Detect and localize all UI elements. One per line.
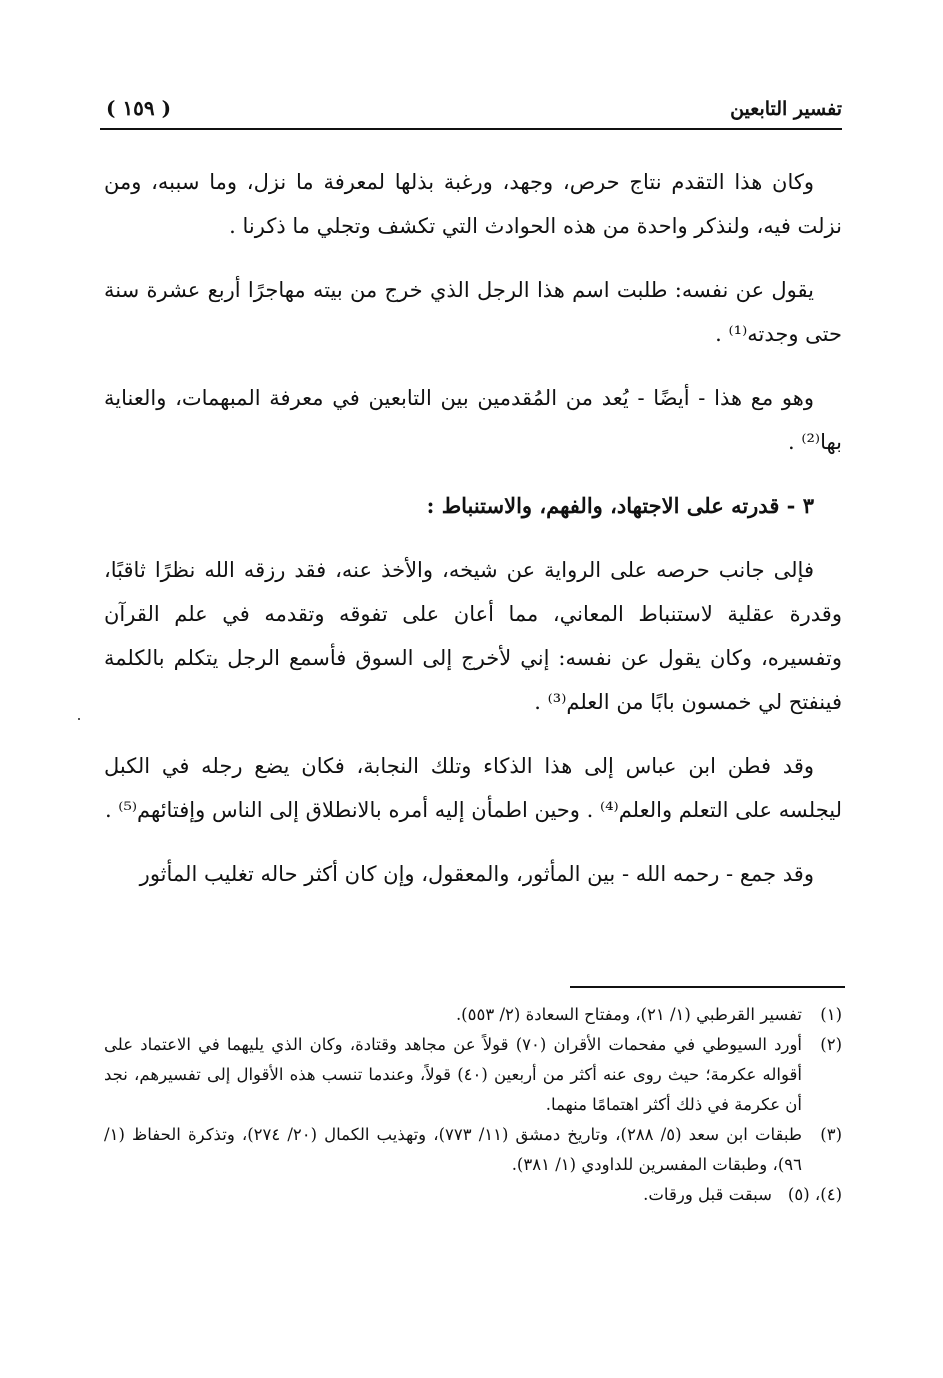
page-number: ( ١٥٩ ) bbox=[106, 96, 172, 120]
footnote-number: (٤)، (٥) bbox=[787, 1185, 842, 1204]
running-title: تفسير التابعين bbox=[730, 98, 842, 120]
scan-speck bbox=[78, 718, 80, 720]
paragraph-6: وقد جمع - رحمه الله - بين المأثور، والمعقول، وإن كان أكثر حاله تغليب المأثور bbox=[139, 862, 814, 886]
paragraph-2: يقول عن نفسه: طلبت اسم هذا الرجل الذي خرج من بيته مهاجرًا أربع عشرة سنة حتى وجدته⁽¹⁾ . bbox=[104, 278, 842, 346]
footnote-divider bbox=[570, 986, 845, 988]
footnote-number: (١) bbox=[820, 1005, 842, 1024]
footnote-3 bbox=[104, 1120, 842, 1180]
running-header bbox=[100, 92, 842, 132]
footnote-text: أورد السيوطي في مفحمات الأقران (٧٠) قولاً عن مجاهد وقتادة، وكان الذي يليهما في الاعتماد على أقواله عكرمة؛ حيث روى عنه أكثر من أربعين (٤٠) قولاً، وعندما تنسب هذه الأقوال إلى تفسيرهم، نجد أن عكرمة في ذلك أكثر اهتمامًا منهما. bbox=[104, 1035, 802, 1114]
main-text bbox=[104, 160, 842, 916]
footnotes bbox=[104, 1000, 842, 1210]
footnote-text: تفسير القرطبي (١/ ٢١)، ومفتاح السعادة (٢/ ٥٥٣). bbox=[455, 1005, 802, 1024]
footnote-text: طبقات ابن سعد (٥/ ٢٨٨)، وتاريخ دمشق (١١/ ٧٧٣)، وتهذيب الكمال (٢٠/ ٢٧٤)، وتذكرة الحفاظ (١/ ٩٦)، وطبقات المفسرين للداودي (١/ ٣٨١). bbox=[104, 1125, 802, 1174]
footnote-number: (٣) bbox=[820, 1125, 842, 1144]
footnote-4-5 bbox=[104, 1180, 842, 1210]
header-divider bbox=[100, 128, 842, 130]
section-heading: ٣ - قدرته على الاجتهاد، والفهم، والاستنباط : bbox=[426, 493, 814, 518]
paragraph-4: فإلى جانب حرصه على الرواية عن شيخه، والأخذ عنه، فقد رزقه الله نظرًا ثاقبًا، وقدرة عقلية لاستنباط المعاني، مما أعان على تفوقه وتقدمه في علم القرآن وتفسيره، وكان يقول عن نفسه: إني لأخرج إلى السوق فأسمع الرجل يتكلم بالكلمة فينفتح لي خمسون بابًا من العلم⁽³⁾ . bbox=[104, 558, 842, 714]
footnote-text: سبقت قبل ورقات. bbox=[643, 1185, 772, 1204]
footnote-number: (٢) bbox=[820, 1035, 842, 1054]
footnote-1 bbox=[104, 1000, 842, 1030]
footnote-2 bbox=[104, 1030, 842, 1120]
paragraph-1: وكان هذا التقدم نتاج حرص، وجهد، ورغبة بذلها لمعرفة ما نزل، وما سببه، ومن نزلت فيه، ولنذكر واحدة من هذه الحوادث التي تكشف وتجلي ما ذكرنا . bbox=[104, 170, 842, 238]
paragraph-3: وهو مع هذا - أيضًا - يُعد من المُقدمين بين التابعين في معرفة المبهمات، والعناية بها⁽²⁾ . bbox=[104, 386, 842, 454]
paragraph-5: وقد فطن ابن عباس إلى هذا الذكاء وتلك النجابة، فكان يضع رجله في الكبل ليجلسه على التعلم والعلم⁽⁴⁾ . وحين اطمأن إليه أمره بالانطلاق إلى الناس وإفتائهم⁽⁵⁾ . bbox=[104, 754, 842, 822]
